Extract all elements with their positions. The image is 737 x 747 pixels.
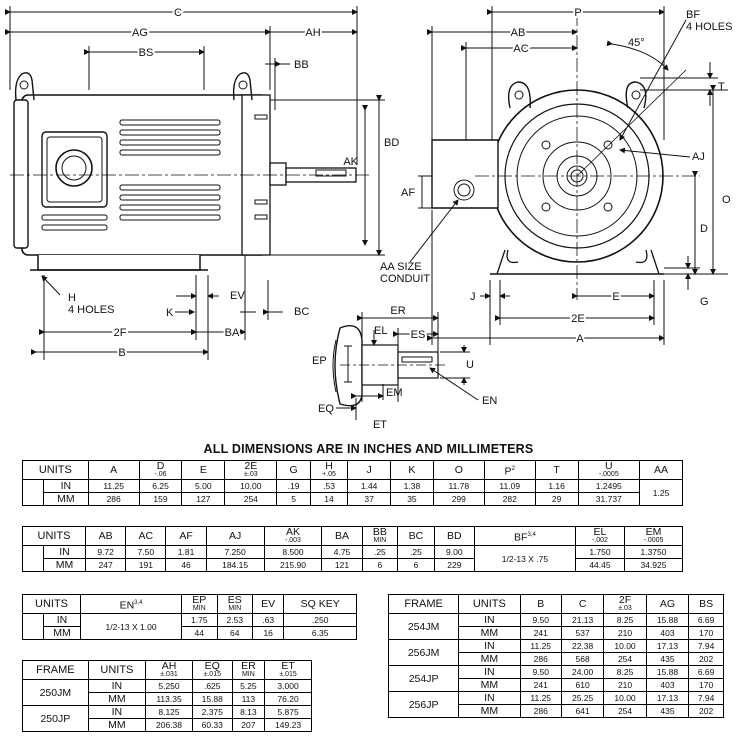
label-b: B	[118, 347, 126, 359]
table-header: FRAME	[23, 661, 89, 680]
table-cell: 3.000	[265, 680, 312, 693]
label-t: T	[718, 81, 725, 93]
unit-cell: MM	[44, 559, 86, 572]
label-u: U	[466, 359, 474, 371]
table-cell: 8.25	[604, 666, 646, 679]
table-row	[23, 706, 312, 719]
table-cell: 170	[689, 627, 724, 640]
table-cell: 254	[604, 705, 646, 718]
table-cell: 435	[646, 653, 688, 666]
table-cell: 254	[604, 653, 646, 666]
table-cell: 403	[646, 627, 688, 640]
table-cell: 22.38	[561, 640, 603, 653]
table-header: BC	[398, 527, 435, 546]
end-view	[410, 6, 728, 345]
table-cell: .63	[253, 614, 284, 627]
unit-cell: MM	[88, 719, 145, 732]
table-cell: 7.250	[206, 546, 264, 559]
table-header: $P^2$	[484, 461, 535, 480]
label-45deg: 45°	[628, 37, 645, 49]
table-cell: .25	[398, 546, 435, 559]
table-cell: 121	[322, 559, 362, 572]
table-cell: 6.69	[689, 614, 724, 627]
table-cell: 537	[561, 627, 603, 640]
table-cell: 9.00	[434, 546, 474, 559]
label-e: E	[612, 291, 620, 303]
table-cell: 1.75	[182, 614, 217, 627]
table-cell: 6	[398, 559, 435, 572]
table-cell: 11.09	[484, 480, 535, 493]
label-bs: BS	[138, 47, 154, 59]
table-cell: 8.125	[146, 706, 193, 719]
table-header: ER MIN	[232, 661, 265, 680]
table-cell: 170	[689, 679, 724, 692]
table-cell: 10.00	[604, 692, 646, 705]
table-cell: 2.53	[217, 614, 252, 627]
table-cell: .25	[362, 546, 398, 559]
table-header: UNITS	[23, 461, 89, 480]
table-cell: 207	[232, 719, 265, 732]
table-cell: 1.38	[391, 480, 434, 493]
table-cell: 247	[86, 559, 126, 572]
unit-cell: MM	[44, 493, 89, 506]
dimension-table-2	[22, 526, 683, 572]
table-cell: .625	[192, 680, 232, 693]
table-header: BF$^{3,4}$	[474, 527, 575, 546]
table-row	[389, 692, 724, 705]
label-h-holes: 4 HOLES	[68, 304, 115, 316]
shaft-detail	[333, 312, 478, 420]
label-bf-holes: 4 HOLES	[686, 21, 733, 33]
table-cell: 35	[391, 493, 434, 506]
unit-cell: IN	[459, 666, 520, 679]
table-cell: 2.375	[192, 706, 232, 719]
unit-cell: IN	[459, 692, 520, 705]
table-cell: 17.13	[646, 640, 688, 653]
table-header: AF	[166, 527, 206, 546]
label-bf: BF	[686, 9, 701, 21]
table-cell: 210	[604, 627, 646, 640]
dimension-table-3	[22, 594, 357, 640]
label-ak: AK	[343, 156, 358, 168]
table-cell: 6.35	[284, 627, 357, 640]
frame-cell: 250JM	[23, 680, 89, 706]
label-bb: BB	[294, 59, 309, 71]
table-cell: 25.25	[561, 692, 603, 705]
unit-cell: IN	[44, 546, 86, 559]
table-header: EP MIN	[182, 595, 217, 614]
table-header: UNITS	[88, 661, 145, 680]
table-cell: 37	[348, 493, 391, 506]
table-header: ES MIN	[217, 595, 252, 614]
table-cell: 202	[689, 705, 724, 718]
unit-cell: MM	[459, 679, 520, 692]
table-cell: 435	[646, 705, 688, 718]
table-cell: 34.925	[624, 559, 682, 572]
table-header: AC	[126, 527, 166, 546]
table-cell: 206.38	[146, 719, 193, 732]
unit-cell: MM	[459, 705, 520, 718]
table-cell: 191	[126, 559, 166, 572]
table-cell: 568	[561, 653, 603, 666]
label-g: G	[700, 296, 709, 308]
table-header: K	[391, 461, 434, 480]
table-cell: 5.875	[265, 706, 312, 719]
table-cell: 286	[520, 653, 561, 666]
label-ag: AG	[132, 27, 148, 39]
label-h: H	[68, 292, 76, 304]
table-cell: 610	[561, 679, 603, 692]
table-row	[23, 627, 357, 640]
table-cell: 202	[689, 653, 724, 666]
unit-cell: MM	[44, 627, 81, 640]
frame-cell: 254JM	[389, 614, 459, 640]
dimension-table-1	[22, 460, 683, 506]
label-el: EL	[374, 325, 388, 337]
table-header: ET ±.015	[265, 661, 312, 680]
table-header: J	[348, 461, 391, 480]
unit-cell: IN	[44, 480, 89, 493]
label-j: J	[470, 291, 476, 303]
label-aa-conduit: CONDUIT	[380, 273, 431, 285]
table-cell: 8.500	[264, 546, 322, 559]
table-cell: 11.25	[88, 480, 139, 493]
table-header: EQ ±.015	[192, 661, 232, 680]
table-cell: 9.50	[520, 614, 561, 627]
table-header: BS	[689, 595, 724, 614]
table-header: AH ±.031	[146, 661, 193, 680]
unit-cell: IN	[88, 680, 145, 693]
table-header: B	[520, 595, 561, 614]
label-2e: 2E	[571, 313, 585, 325]
table-cell: 15.88	[646, 666, 688, 679]
table-header: UNITS	[459, 595, 520, 614]
table-cell: 24.00	[561, 666, 603, 679]
table-cell: 1/2-13 X 1.00	[81, 614, 182, 640]
table-header: T	[535, 461, 578, 480]
unit-cell: IN	[459, 614, 520, 627]
label-bc: BC	[294, 306, 310, 318]
label-es: ES	[410, 329, 426, 341]
table-cell: 8.13	[232, 706, 265, 719]
table-cell: 215.90	[264, 559, 322, 572]
table-cell: 286	[520, 705, 561, 718]
unit-cell: IN	[44, 614, 81, 627]
table-cell: 15.88	[192, 693, 232, 706]
table-header: EM -.0005	[624, 527, 682, 546]
label-d: D	[700, 223, 708, 235]
table-cell: 14	[310, 493, 347, 506]
table-cell: 5.250	[146, 680, 193, 693]
table-cell: 1.750	[575, 546, 624, 559]
table-row	[23, 546, 683, 559]
table-cell: 1.25	[640, 480, 683, 506]
side-view	[10, 6, 388, 360]
table-header: FRAME	[389, 595, 459, 614]
table-row	[389, 666, 724, 679]
table-cell: 1.2495	[578, 480, 640, 493]
table-header: 2E ±.03	[225, 461, 277, 480]
table-cell: 11.25	[520, 640, 561, 653]
table-cell: 11.25	[520, 692, 561, 705]
table-row	[23, 493, 683, 506]
label-eq: EQ	[318, 403, 334, 415]
table-header: H +.05	[310, 461, 347, 480]
dimension-table-4	[22, 660, 312, 732]
table-cell: 7.50	[126, 546, 166, 559]
table-cell: 1/2-13 X .75	[474, 546, 575, 572]
label-c: C	[174, 7, 182, 19]
table-cell: 8.25	[604, 614, 646, 627]
table-cell: 210	[604, 679, 646, 692]
table-cell: 10.00	[604, 640, 646, 653]
table-cell: 9.50	[520, 666, 561, 679]
table-cell: 60.33	[192, 719, 232, 732]
table-row	[389, 640, 724, 653]
table-cell: 5	[277, 493, 310, 506]
label-a: A	[576, 333, 584, 345]
table-cell: 241	[520, 679, 561, 692]
table-cell: 641	[561, 705, 603, 718]
label-2f: 2F	[113, 327, 127, 339]
table-cell: 31.737	[578, 493, 640, 506]
table-cell: 46	[166, 559, 206, 572]
table-header: BD	[434, 527, 474, 546]
table-cell: 5.00	[182, 480, 225, 493]
table-cell: 282	[484, 493, 535, 506]
table-cell: 6	[362, 559, 398, 572]
table-cell: 1.81	[166, 546, 206, 559]
table-cell: 9.72	[86, 546, 126, 559]
table-cell: 11.78	[433, 480, 484, 493]
table-cell: 184.15	[206, 559, 264, 572]
table-cell: .53	[310, 480, 347, 493]
unit-cell: MM	[88, 693, 145, 706]
label-ac: AC	[513, 43, 529, 55]
table-header: EV	[253, 595, 284, 614]
table-cell: 29	[535, 493, 578, 506]
table-cell: 44	[182, 627, 217, 640]
table-header: UNITS	[23, 527, 86, 546]
table-cell: 127	[182, 493, 225, 506]
table-cell: 299	[433, 493, 484, 506]
table-header: AA	[640, 461, 683, 480]
table-cell: 1.44	[348, 480, 391, 493]
table-cell: 229	[434, 559, 474, 572]
frame-cell: 256JM	[389, 640, 459, 666]
label-ev: EV	[230, 290, 245, 302]
table-cell: 6.25	[139, 480, 182, 493]
label-ab: AB	[510, 27, 526, 39]
table-cell: 7.94	[689, 692, 724, 705]
table-header: EL -.002	[575, 527, 624, 546]
label-er: ER	[390, 305, 406, 317]
table-header: O	[433, 461, 484, 480]
table-cell: 159	[139, 493, 182, 506]
frame-cell: 256JP	[389, 692, 459, 718]
table-cell: .19	[277, 480, 310, 493]
table-cell: 1.16	[535, 480, 578, 493]
table-header: U -.0005	[578, 461, 640, 480]
table-header: BA	[322, 527, 362, 546]
table-header: C	[561, 595, 603, 614]
table-cell: 286	[88, 493, 139, 506]
table-row	[23, 480, 683, 493]
table-header: BB MIN	[362, 527, 398, 546]
table-row	[23, 680, 312, 693]
table-row	[389, 614, 724, 627]
table-cell: 403	[646, 679, 688, 692]
table-header: A	[88, 461, 139, 480]
table-header: AK -.003	[264, 527, 322, 546]
table-cell: 113	[232, 693, 265, 706]
table-header: G	[277, 461, 310, 480]
table-row	[23, 559, 683, 572]
table-cell: 10.00	[225, 480, 277, 493]
label-ba: BA	[224, 327, 240, 339]
table-header: UNITS	[23, 595, 81, 614]
label-o: O	[722, 194, 731, 206]
label-ep: EP	[312, 355, 327, 367]
table-cell: 21.13	[561, 614, 603, 627]
table-cell: 7.94	[689, 640, 724, 653]
table-header: EN$^{3,4}$	[81, 595, 182, 614]
table-header: AB	[86, 527, 126, 546]
table-header: AJ	[206, 527, 264, 546]
table-header: AG	[646, 595, 688, 614]
unit-cell: IN	[88, 706, 145, 719]
table-cell: 64	[217, 627, 252, 640]
table-header: D -.06	[139, 461, 182, 480]
table-cell: 15.88	[646, 614, 688, 627]
table-cell: 149.23	[265, 719, 312, 732]
label-bd: BD	[384, 137, 400, 149]
frame-cell: 250JP	[23, 706, 89, 732]
label-et: ET	[372, 419, 388, 431]
table-cell: 113.35	[146, 693, 193, 706]
unit-cell: MM	[459, 627, 520, 640]
table-row	[23, 614, 357, 627]
table-cell: 241	[520, 627, 561, 640]
label-em: EM	[386, 387, 403, 399]
table-header: SQ KEY	[284, 595, 357, 614]
table-cell: 4.75	[322, 546, 362, 559]
table-cell: 6.69	[689, 666, 724, 679]
page-title: ALL DIMENSIONS ARE IN INCHES AND MILLIMETERS	[203, 442, 534, 456]
dimension-table-5	[388, 594, 724, 718]
frame-cell: 254JP	[389, 666, 459, 692]
table-header: 2F ±.03	[604, 595, 646, 614]
table-cell: 5.25	[232, 680, 265, 693]
label-aa-size: AA SIZE	[380, 261, 422, 273]
table-cell: 17.13	[646, 692, 688, 705]
table-cell: .250	[284, 614, 357, 627]
table-cell: 44.45	[575, 559, 624, 572]
label-k: K	[166, 307, 174, 319]
label-en: EN	[482, 395, 498, 407]
unit-cell: MM	[459, 653, 520, 666]
table-cell: 16	[253, 627, 284, 640]
table-cell: 254	[225, 493, 277, 506]
label-aj: AJ	[692, 151, 705, 163]
label-ah: AH	[305, 27, 321, 39]
label-af: AF	[401, 187, 416, 199]
label-p: P	[574, 7, 582, 19]
unit-cell: IN	[459, 640, 520, 653]
table-cell: 76.20	[265, 693, 312, 706]
table-header: E	[182, 461, 225, 480]
table-cell: 1.3750	[624, 546, 682, 559]
